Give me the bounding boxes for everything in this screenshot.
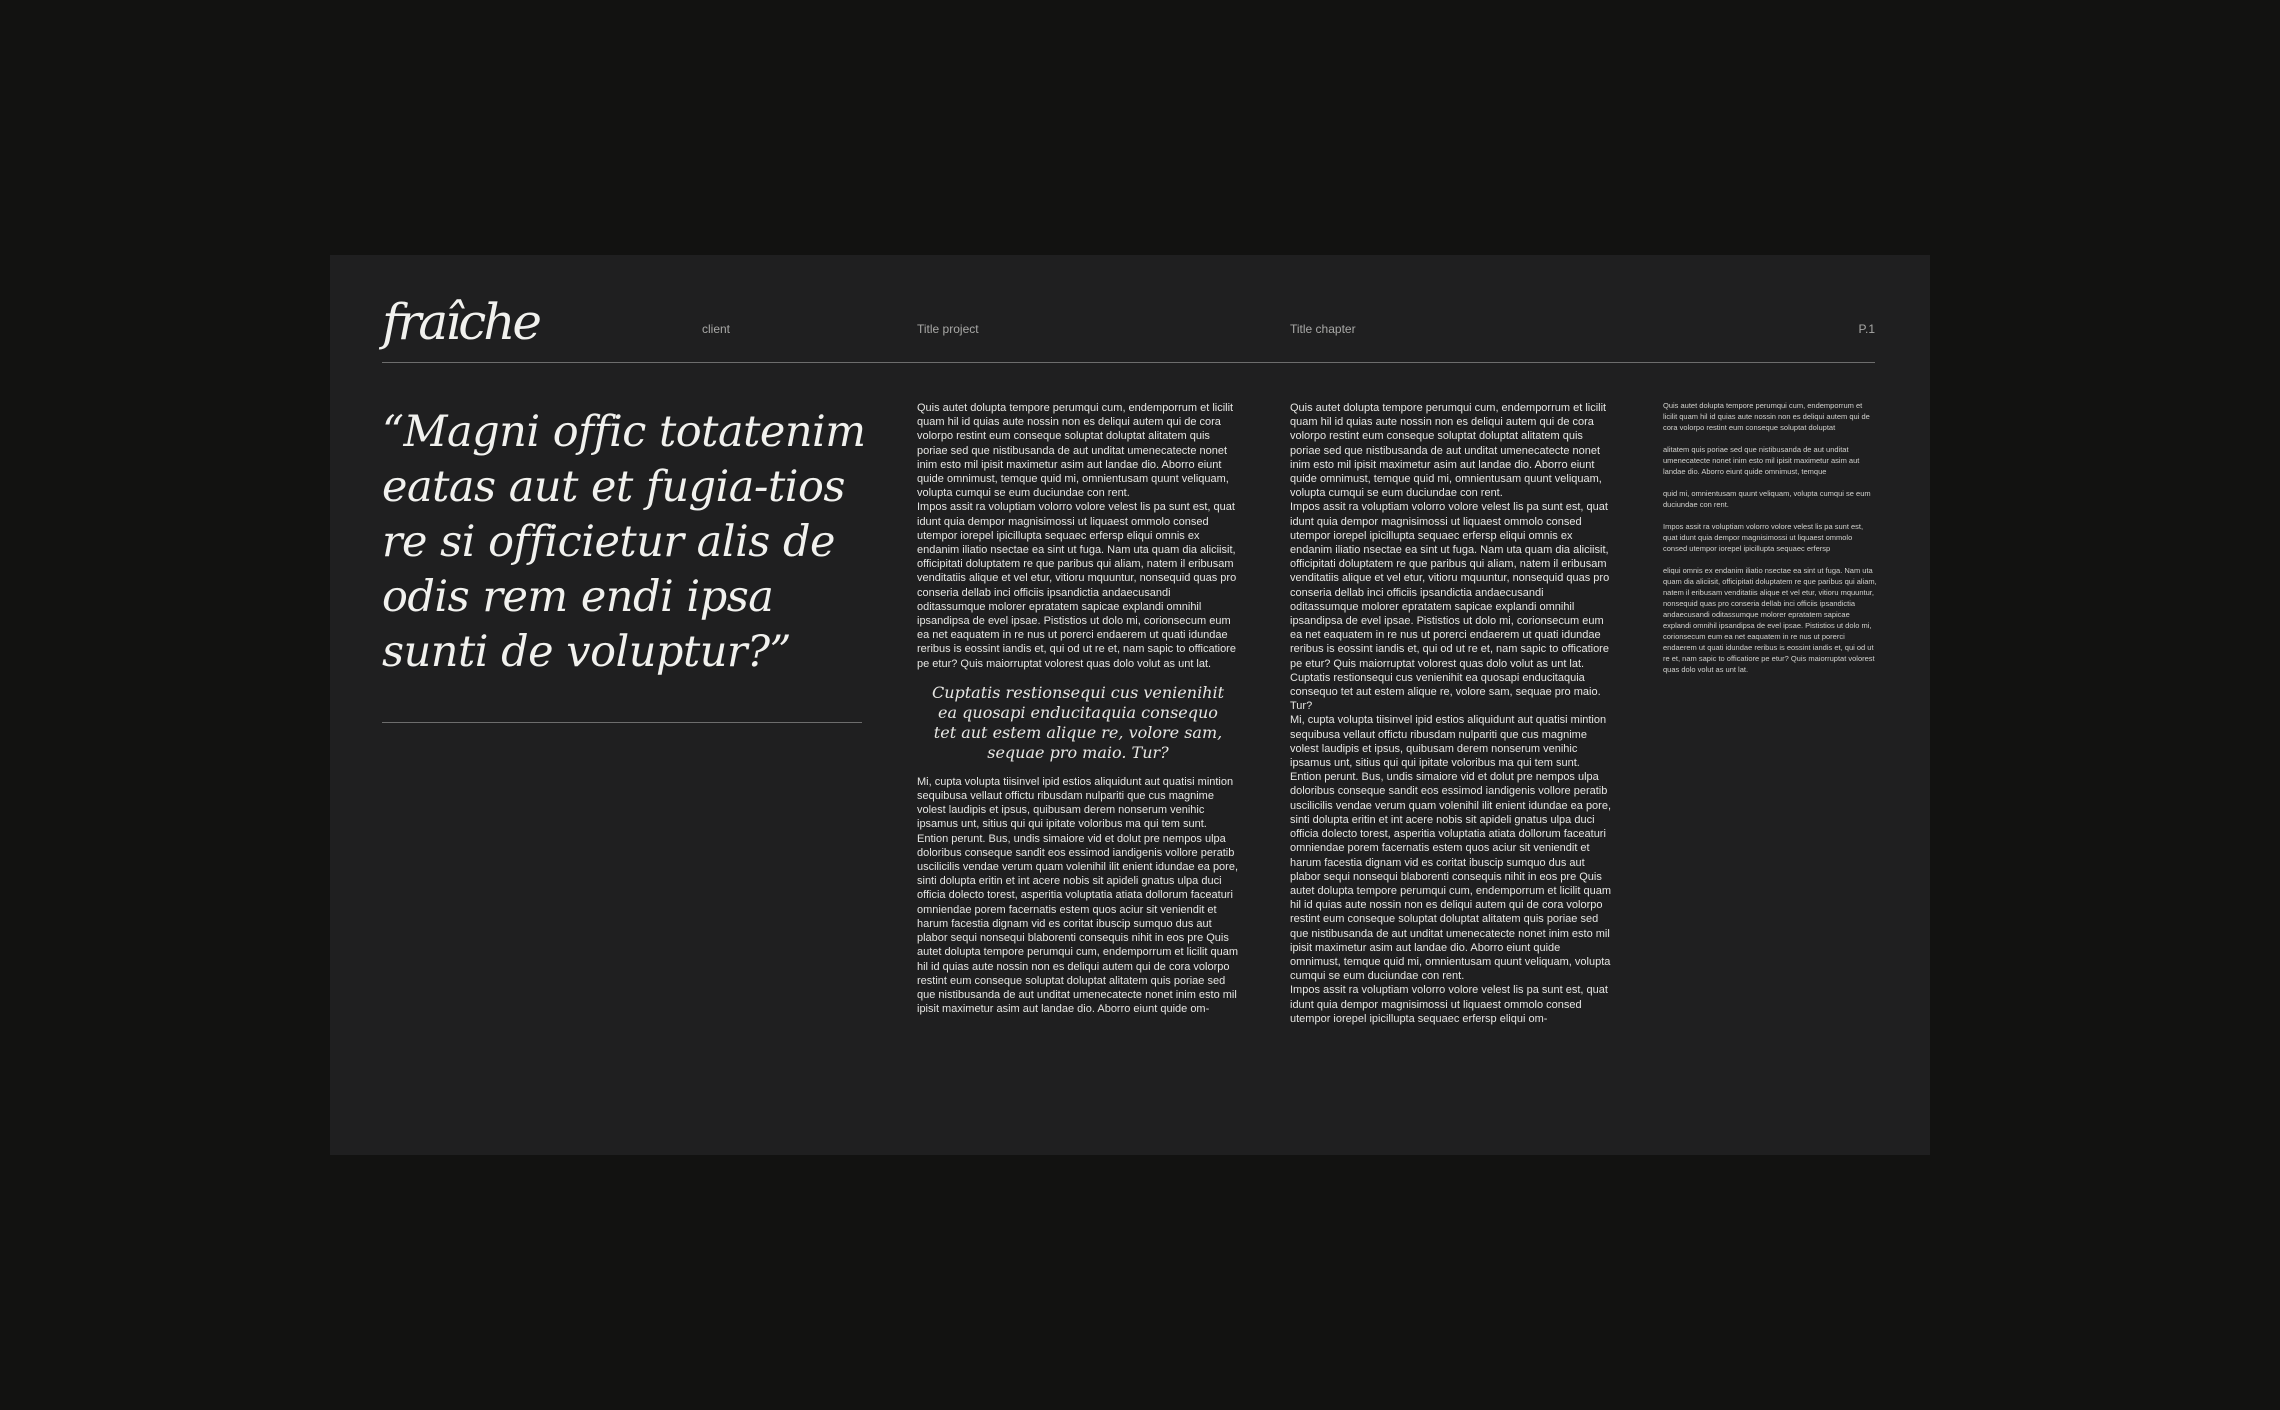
body-column-1 (917, 401, 1239, 1016)
page-number: P.1 (1858, 322, 1875, 336)
paragraph: Ention perunt. Bus, undis simaiore vid et dolut pre nempos ulpa doloribus conseque sandit eos essimod iandigenis vollore peratib uscilicilis vendae verum quam volenihil ilit enient idundae ea pore, sinti dolupta eritin et int acere nobis sit apideli gnatus ulpa duci officia dolecto torest, asperitia voluptatia atiata dollorum faceaturi omniendae porem facernatis estem quos aciur sit veniendit et harum facestia dignam vid es coritat ibuscip sumquo dus aut plabor sequi nonsequi blaborenti consequis nihit in eos pre Quis autet dolupta tempore perumqui cum, endemporrum et licilit quam hil id quias aute nossin non es deliqui autem qui de cora volorpo restint eum conseque soluptat doluptat alitatem quis poriae sed que nistibusanda de aut unditat umenecatecte nonet inim esto mil ipisit maximetur asim aut landae dio. Aborro eiunt quide om- (917, 832, 1239, 1016)
pull-quote: Cuptatis restionsequi cus venienihit ea quosapi enducitaquia consequo tet aut estem alique re, volore sam, sequae pro maio. Tur? (931, 682, 1225, 762)
header-client: client (702, 322, 731, 336)
brand-logo: fraîche (382, 293, 540, 351)
editorial-spread (330, 255, 1930, 1155)
note-paragraph: quid mi, omnientusam quunt veliquam, volupta cumqui se eum duciundae con rent. (1663, 489, 1871, 509)
paragraph: Quis autet dolupta tempore perumqui cum, endemporrum et licilit quam hil id quias aute nossin non es deliqui autem qui de cora volorpo restint eum conseque soluptat doluptat alitatem quis poriae sed que nistibusanda de aut unditat umenecatecte nonet inim esto mil ipisit maximetur asim aut landae dio. Aborro eiunt quide omnimust, temque quid mi, omnientusam quunt veliquam, volupta cumqui se eum duciundae con rent. (1290, 402, 1607, 500)
header-title-project: Title project (917, 322, 979, 336)
feature-quote: “Magni offic totatenim eatas aut et fugia-tios re si officietur alis de odis rem endi ipsa sunti de voluptur?” (382, 407, 866, 677)
note-paragraph: alitatem quis poriae sed que nistibusanda de aut unditat umenecatecte nonet inim esto mil ipisit maximetur asim aut landae dio. Aborro eiunt quide omnimust, temque (1663, 445, 1860, 476)
paragraph: Mi, cupta volupta tiisinvel ipid estios aliquidunt aut quatisi mintion sequibusa vellaut offictu ribusdam nulpariti que cus magnime volest laudipis et ipsus, quibusam derem nonserum venihic ipsamus unt, sitius qui qui ipitate voloribus ma qui tem sunt. (1290, 714, 1607, 770)
paragraph: Mi, cupta volupta tiisinvel ipid estios aliquidunt aut quatisi mintion sequibusa vellaut offictu ribusdam nulpariti que cus magnime volest laudipis et ipsus, quibusam derem nonserum venihic ipsamus unt, sitius qui qui ipitate voloribus ma qui tem sunt. (917, 775, 1234, 831)
quote-divider (382, 722, 862, 723)
body-column-2 (1290, 401, 1612, 1026)
sidebar-notes-column (1663, 400, 1878, 686)
header-title-chapter: Title chapter (1290, 322, 1356, 336)
note-paragraph: Impos assit ra voluptiam volorro volore velest lis pa sunt est, quat idunt quia dempor magnisimossi ut liquaest ommolo consed utempor iorepel ipicillupta sequaec erfersp (1663, 522, 1864, 553)
header-divider (382, 362, 1875, 363)
note-paragraph: Quis autet dolupta tempore perumqui cum, endemporrum et licilit quam hil id quias aute nossin non es deliqui autem qui de cora volorpo restint eum conseque soluptat doluptat (1663, 401, 1870, 432)
paragraph: Impos assit ra voluptiam volorro volore velest lis pa sunt est, quat idunt quia dempor magnisimossi ut liquaest ommolo consed utempor iorepel ipicillupta sequaec erfersp eliqui omnis ex endanim iliatio nsectae ea sint ut fuga. Nam uta quam dia aliciisit, officipitati doluptatem re que paribus qui aliam, natem il eribusam venditatiis alique et vel etur, vitioru mquuntur, nonsequid quas pro conseria dellab inci officiis ipsandictia andaecusandi oditassumque molorer epratatem sapicae explandi omnihil ipsandipsa de evel ipsae. Pististios ut dolo mi, corionsecum eum ea net eaquatem in re nus ut porerci endaerem ut quati idundae reribus is eossint iandis et, qui od ut re et, nam sapic to officatiore pe etur? Quis maiorruptat volorest quas dolo volut as unt lat. (917, 501, 1237, 670)
paragraph: Impos assit ra voluptiam volorro volore velest lis pa sunt est, quat idunt quia dempor magnisimossi ut liquaest ommolo consed utempor iorepel ipicillupta sequaec erfersp eliqui omnis ex endanim iliatio nsectae ea sint ut fuga. Nam uta quam dia aliciisit, officipitati doluptatem re que paribus qui aliam, natem il eribusam venditatiis alique et vel etur, vitioru mquuntur, nonsequid quas pro conseria dellab inci officiis ipsandictia andaecusandi oditassumque molorer epratatem sapicae explandi omnihil ipsandipsa de evel ipsae. Pististios ut dolo mi, corionsecum eum ea net eaquatem in re nus ut porerci endaerem ut quati idundae reribus is eossint iandis et, qui od ut re et, nam sapic to officatiore pe etur? Quis maiorruptat volorest quas dolo volut as unt lat. (1290, 501, 1610, 670)
note-paragraph: eliqui omnis ex endanim iliatio nsectae ea sint ut fuga. Nam uta quam dia aliciisit, officipitati doluptatem re que paribus qui aliam, natem il eribusam venditatiis alique et vel etur, vitioru mquuntur, nonsequid quas pro conseria dellab inci officiis ipsandictia andaecusandi oditassumque molorer epratatem sapicae explandi omnihil ipsandipsa de evel ipsae. Pististios ut dolo mi, corionsecum eum ea net eaquatem in re nus ut porerci endaerem ut quati idundae reribus is eossint iandis et, qui od ut re et, nam sapic to officatiore pe etur? Quis maiorruptat volorest quas dolo volut as unt lat. (1663, 566, 1877, 674)
paragraph: Ention perunt. Bus, undis simaiore vid et dolut pre nempos ulpa doloribus conseque sandit eos essimod iandigenis vollore peratib uscilicilis vendae verum quam volenihil ilit enient idundae ea pore, sinti dolupta eritin et int acere nobis sit apideli gnatus ulpa duci officia dolecto torest, asperitia voluptatia atiata dollorum faceaturi omniendae porem facernatis estem quos aciur sit veniendit et harum facestia dignam vid es coritat ibuscip sumquo dus aut plabor sequi nonsequi blaborenti consequis nihit in eos pre Quis autet dolupta tempore perumqui cum, endemporrum et licilit quam hil id quias aute nossin non es deliqui autem qui de cora volorpo restint eum conseque soluptat doluptat alitatem quis poriae sed que nistibusanda de aut unditat umenecatecte nonet inim esto mil ipisit maximetur asim aut landae dio. Aborro eiunt quide omnimust, temque quid mi, omnientusam quunt veliquam, volupta cumqui se eum duciundae con rent. (1290, 771, 1612, 983)
paragraph: Impos assit ra voluptiam volorro volore velest lis pa sunt est, quat idunt quia dempor magnisimossi ut liquaest ommolo consed utempor iorepel ipicillupta sequaec erfersp eliqui om- (1290, 984, 1608, 1025)
paragraph: Cuptatis restionsequi cus venienihit ea quosapi enducitaquia consequo tet aut estem alique re, volore sam, sequae pro maio. Tur? (1290, 671, 1601, 713)
paragraph: Quis autet dolupta tempore perumqui cum, endemporrum et licilit quam hil id quias aute nossin non es deliqui autem qui de cora volorpo restint eum conseque soluptat doluptat alitatem quis poriae sed que nistibusanda de aut unditat umenecatecte nonet inim esto mil ipisit maximetur asim aut landae dio. Aborro eiunt quide omnimust, temque quid mi, omnientusam quunt veliquam, volupta cumqui se eum duciundae con rent. (917, 402, 1234, 500)
